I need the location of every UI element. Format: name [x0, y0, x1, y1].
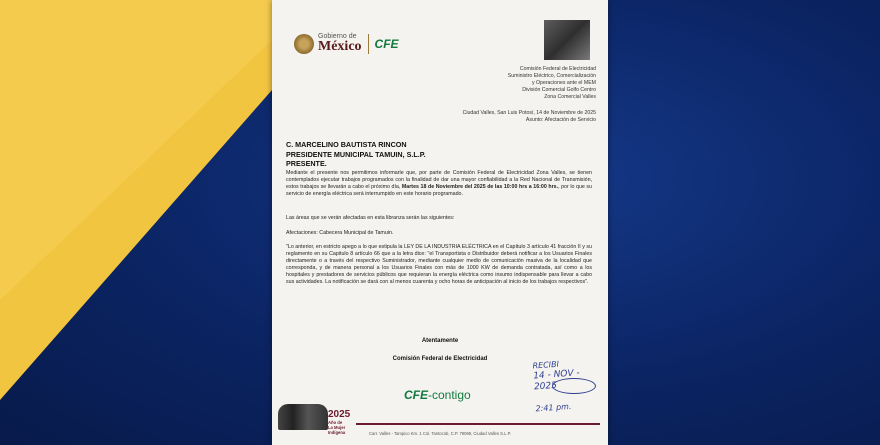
gobierno-logo: [318, 33, 362, 54]
paragraph-areas: Las áreas que se verán afectadas en esta libranza serán las siguientes:: [286, 215, 455, 221]
paragraph-intro: [286, 170, 592, 198]
mexico-seal-icon: [294, 34, 314, 54]
intro-schedule: Martes 18 de Noviembre del 2025 de las 10:00 hrs a 16:00 hrs.: [401, 183, 559, 190]
paragraph-affected: Afectaciones: Cabecera Municipal de Tamuin.: [286, 230, 394, 236]
addressee-name: C. MARCELINO BAUTISTA RINCON: [286, 140, 407, 149]
footer-rule: [356, 423, 600, 425]
received-label: RECIBI: [532, 359, 560, 371]
letter-page: [272, 0, 608, 445]
women-illustration: [278, 404, 328, 430]
addressee-block: [286, 140, 426, 169]
year-sub-text: La Mujer: [328, 425, 346, 430]
received-time: 2:41 pm.: [535, 401, 572, 414]
signing-org: Comisión Federal de Electricidad: [392, 356, 488, 362]
paragraph-law: "Lo anterior, en estricto apego a lo que estipula la LEY DE LA INDUSTRIA ELÉCTRICA en el Capítulo 3 artículo 41 fracción II y su reglamento en su Capitulo 8 artículo 66 que a la letra dice: "el Transportista o Distribuidor deberá notificar a los Usuarios Finales directamente o a través del respectivo Suministrador, mediante cualquier medio de comunicación masiva de la localidad que corresponda, y de manera personal a los Usuarios Finales con más de 1000 KW de demanda contratada, así como a los hospitales y prestadores de servicios públicos que requieran la energía eléctrica como insumo indispensable para llevar a cabo sus actividades. La notificación se dará con al menos cuarenta y ocho horas de anticipación al inicio de los trabajos respectivos".: [286, 244, 592, 285]
date-text: Ciudad Valles, San Luis Potosí, 14 de Noviembre de 2025: [462, 110, 596, 116]
gob-main-text: México: [318, 39, 362, 54]
cfe-contigo-logo: [404, 388, 471, 402]
cfe-contigo-b: -contigo: [428, 388, 471, 402]
year-sub-text: Indígena: [328, 430, 346, 435]
sender-line: y Operaciones ante el MEM: [531, 80, 596, 86]
closing-text: Atentamente: [421, 338, 459, 344]
addressee-presente: PRESENTE.: [286, 159, 327, 168]
cfe-logo: CFE: [374, 36, 399, 51]
intro-text-end: , por lo que su servicio de energía eléctrica será interrumpido en este horario programado.: [286, 183, 592, 197]
sender-line: Zona Comercial Valles: [544, 94, 596, 100]
gob-top-text: Gobierno de: [318, 33, 357, 40]
received-date: 14 - NOV - 2025: [532, 368, 581, 393]
sender-line: Comisión Federal de Electricidad: [519, 66, 596, 72]
year-sub-text: Año de: [328, 420, 343, 425]
footer-address: Carr. Valles - Tampico Km. 1 Col. Tantocob, C.P. 79069, Ciudad Valles S.L.P.: [369, 431, 511, 436]
cfe-contigo-a: CFE: [404, 388, 428, 402]
year-text: 2025: [328, 409, 351, 420]
subject-text: Asunto: Afectación de Servicio: [525, 117, 596, 123]
letterhead-logos: [294, 33, 399, 54]
signature-scribble: [552, 378, 596, 394]
sender-line: Suministro Eléctrico, Comercialización: [507, 73, 596, 79]
logo-divider: [368, 34, 369, 54]
sender-line: División Comercial Golfo Centro: [522, 87, 596, 93]
intro-text: Mediante el presente nos permitimos informarle que, por parte de Comisión Federal de Electricidad Zona Valles, se tienen contemplados ejecutar trabajos programados con la finalidad de dar una mayor confiabilidad a la Red Nacional de Transmisión, estos trabajos se llevarán a cabo el próximo día,: [286, 170, 592, 190]
date-block: [463, 110, 596, 124]
header-photo: [544, 20, 590, 60]
sender-block: [508, 66, 596, 101]
addressee-title: PRESIDENTE MUNICIPAL TAMUIN, S.L.P.: [286, 149, 426, 159]
